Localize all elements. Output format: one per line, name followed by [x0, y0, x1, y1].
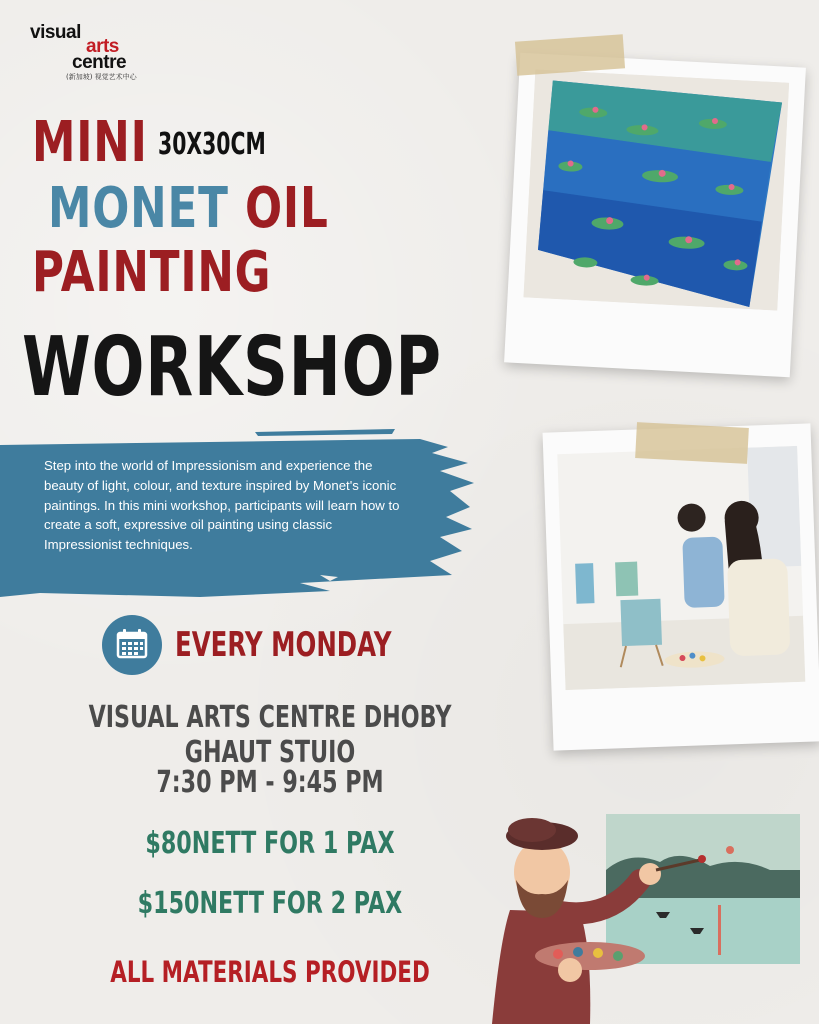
title-mini: MINI [32, 110, 148, 175]
price-two-pax: $150NETT FOR 2 PAX [137, 886, 403, 921]
visual-arts-centre-logo [30, 22, 140, 82]
venue-text: VISUAL ARTS CENTRE DHOBY GHAUT STUIO [88, 700, 452, 770]
workshop-description: Step into the world of Impressionism and experience the beauty of light, colour, and texture inspired by Monet's iconic paintings. In this mini workshop, participants will learn how to create a soft, expressive oil painting using classic Impressionist techniques. [44, 458, 400, 553]
title-painting: PAINTING [32, 240, 272, 305]
polaroid-painting-photo [504, 53, 806, 378]
painter-illustration [480, 800, 819, 1024]
water-lily-painting-image [524, 70, 790, 311]
schedule-day: EVERY MONDAY [175, 625, 392, 665]
title-size: 30X30CM [158, 127, 266, 162]
title-oil: OIL [245, 176, 329, 241]
logo-word-arts: arts [86, 36, 119, 57]
title-monet: MONET [48, 176, 229, 241]
logo-subtitle: (新加坡) 视觉艺术中心 [66, 73, 137, 81]
calendar-icon [102, 615, 162, 675]
logo-word-centre: centre [72, 52, 127, 73]
participants-painting-image [557, 446, 805, 690]
logo-word-visual: visual [30, 22, 81, 43]
tape-strip [635, 422, 749, 464]
materials-text: ALL MATERIALS PROVIDED [110, 955, 430, 989]
polaroid-workshop-photo [543, 423, 819, 750]
time-text: 7:30 PM - 9:45 PM [156, 765, 384, 800]
title-workshop: WORKSHOP [22, 320, 442, 415]
price-one-pax: $80NETT FOR 1 PAX [145, 826, 395, 861]
